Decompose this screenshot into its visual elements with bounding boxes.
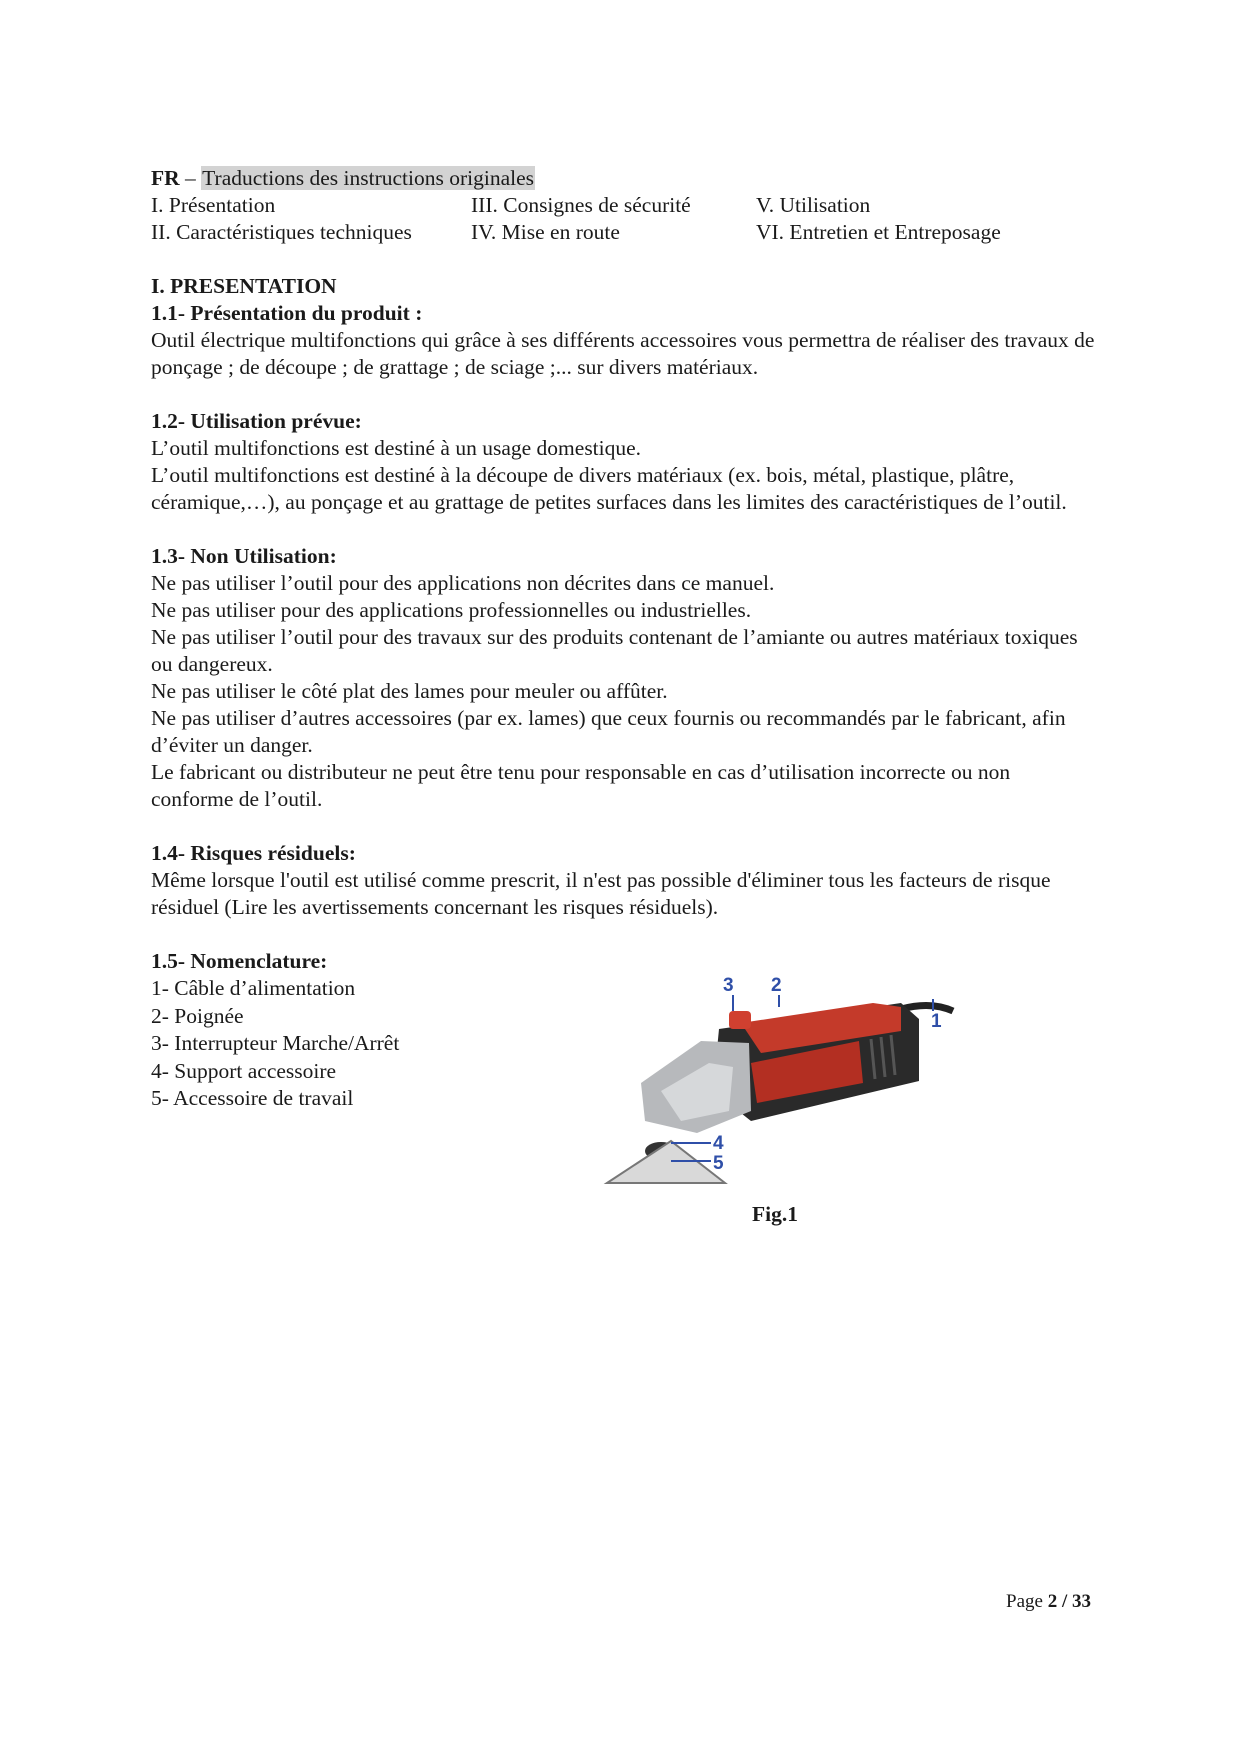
callout-label: 2 xyxy=(771,975,782,996)
toc-item: VI. Entretien et Entreposage xyxy=(756,220,1001,244)
paragraph: L’outil multifonctions est destiné à un usage domestique. xyxy=(151,436,642,460)
toc-item: V. Utilisation xyxy=(756,193,871,217)
switch xyxy=(729,1011,751,1029)
page-current: 2 xyxy=(1047,1591,1058,1612)
paragraph: L’outil multifonctions est destiné à la découpe de divers matériaux (ex. bois, métal, plastique, plâtre, céramique,…), au ponçage et au grattage de petites surfaces dans les limites des caractéristiques de l’outil. xyxy=(151,463,1067,514)
figure-caption: Fig.1 xyxy=(752,1202,798,1226)
paragraph: Ne pas utiliser pour des applications professionnelles ou industrielles. xyxy=(151,598,752,622)
nomenclature xyxy=(151,975,1096,1225)
subsection-title: 1.1- Présentation du produit : xyxy=(151,301,423,325)
document-page xyxy=(151,165,1096,1225)
callout-label: 4 xyxy=(713,1133,724,1154)
page-separator: / xyxy=(1061,1591,1068,1612)
callout-label: 1 xyxy=(931,1011,942,1032)
paragraph: Ne pas utiliser l’outil pour des travaux sur des produits contenant de l’amiante ou autres matériaux toxiques ou dangereux. xyxy=(151,625,1078,676)
subsection-title: 1.3- Non Utilisation: xyxy=(151,544,337,568)
table-of-contents xyxy=(151,192,1096,246)
callout-label: 5 xyxy=(713,1153,724,1174)
header-dash: – xyxy=(185,166,196,190)
language-code: FR xyxy=(151,166,180,190)
page-prefix: Page xyxy=(1006,1591,1043,1612)
toc-item: II. Caractéristiques techniques xyxy=(151,220,412,244)
list-item: 5- Accessoire de travail xyxy=(151,1086,354,1110)
header-title: Traductions des instructions originales xyxy=(202,166,535,190)
toc-item: IV. Mise en route xyxy=(471,220,620,244)
paragraph: Ne pas utiliser le côté plat des lames pour meuler ou affûter. xyxy=(151,679,668,703)
page-number xyxy=(1006,1591,1091,1613)
callout-label: 3 xyxy=(723,975,734,996)
subsection-title: 1.4- Risques résiduels: xyxy=(151,841,356,865)
paragraph: Le fabricant ou distributeur ne peut être tenu pour responsable en cas d’utilisation incorrecte ou non conforme de l’outil. xyxy=(151,760,1011,811)
toc-item: III. Consignes de sécurité xyxy=(471,193,691,217)
list-item: 4- Support accessoire xyxy=(151,1058,337,1083)
toc-item: I. Présentation xyxy=(151,193,276,217)
paragraph: Outil électrique multifonctions qui grâce à ses différents accessoires vous permettra de réaliser des travaux de ponçage ; de découpe ; de grattage ; de sciage ;... sur divers matériaux. xyxy=(151,328,1095,379)
list-item: 1- Câble d’alimentation xyxy=(151,976,356,1000)
paragraph: Ne pas utiliser l’outil pour des applications non décrites dans ce manuel. xyxy=(151,571,775,595)
paragraph: Ne pas utiliser d’autres accessoires (par ex. lames) que ceux fournis ou recommandés par le fabricant, afin d’éviter un danger. xyxy=(151,706,1066,757)
list-item: 2- Poignée xyxy=(151,1003,244,1028)
section-title: I. PRESENTATION xyxy=(151,274,337,298)
doc-header xyxy=(151,165,1096,192)
paragraph: Même lorsque l'outil est utilisé comme prescrit, il n'est pas possible d'éliminer tous les facteurs de risque résiduel (Lire les avertissements concernant les risques résiduels). xyxy=(151,868,1051,919)
subsection-title: 1.2- Utilisation prévue: xyxy=(151,409,362,433)
list-item: 3- Interrupteur Marche/Arrêt xyxy=(151,1031,400,1055)
multitool-figure xyxy=(601,971,971,1191)
page-total: 33 xyxy=(1071,1591,1091,1612)
subsection-title: 1.5- Nomenclature: xyxy=(151,949,328,973)
